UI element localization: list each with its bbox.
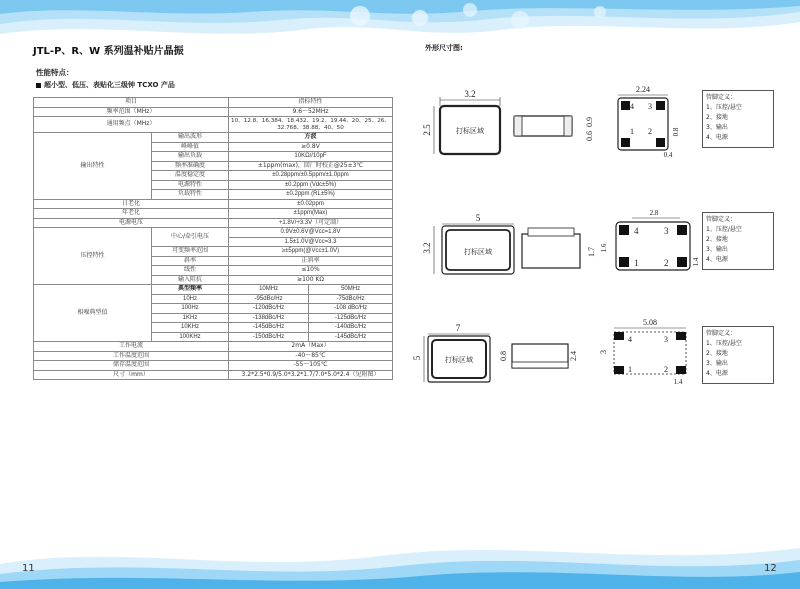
supply-voltage-value: +1.8V/+3.3V（可定制）: [229, 218, 393, 228]
phase-noise-header: 典型频率: [152, 285, 229, 295]
top-wave-decoration: [0, 0, 800, 48]
pin-number: 2: [664, 258, 669, 268]
output-row-label: 频率准确度: [152, 161, 229, 171]
phase-noise-header: 50MHz: [309, 285, 393, 295]
output-row-label: 电源特性: [152, 180, 229, 190]
work-current-value: 2mA（Max）: [229, 342, 393, 352]
pressure-row-label: 输入阻抗: [152, 275, 229, 285]
phase-noise-value: -108 dBc/Hz: [309, 304, 393, 314]
phase-noise-value: -125dBc/Hz: [309, 313, 393, 323]
pin-definition-item: 1、压控/悬空: [706, 226, 742, 233]
output-group-label: 输出特性: [34, 133, 152, 200]
phase-noise-value: -145dBc/Hz: [309, 332, 393, 342]
pkg2-height-dim: 3.2: [422, 242, 432, 254]
page-number-left: 11: [22, 563, 35, 574]
freq-range-value: 9.6～52MHz: [229, 107, 393, 117]
pin-definition-item: 2、接地: [706, 236, 728, 243]
output-row-label: 输出负载: [152, 152, 229, 162]
pin-definition-item: 1、压控/悬空: [706, 340, 742, 347]
pressure-row-value: 正斜率: [229, 256, 393, 266]
phase-noise-offset: 100KHz: [152, 332, 229, 342]
pkg2-pad-width: 2.8: [649, 209, 659, 217]
storage-temp-value: -55～105℃: [229, 361, 393, 371]
pkg3-height-dim: 5: [412, 355, 422, 361]
output-row-value: ≥0.8V: [229, 142, 393, 152]
phase-noise-value: -150dBc/Hz: [229, 332, 309, 342]
output-row-value: ±0.28ppm/±0.5ppm/±1.0ppm: [229, 171, 393, 181]
pin-number: 1: [634, 258, 639, 268]
table-row: [34, 107, 393, 117]
pkg2-thickness: 1.7: [587, 247, 596, 257]
bullet-square-icon: [36, 83, 41, 88]
output-row-value: 方波: [229, 133, 393, 143]
table-header-spec: 指标特性: [229, 98, 393, 108]
output-row-label: 输出波形: [152, 133, 229, 143]
pin-number: 4: [630, 102, 634, 111]
table-row: [34, 285, 393, 295]
pkg3-thickness: 0.8: [499, 351, 508, 361]
table-row: [34, 117, 393, 133]
annual-aging-label: 年老化: [34, 209, 229, 219]
features-heading: 性能特点：: [36, 68, 74, 77]
table-row: [34, 351, 393, 361]
pressure-row-label: 可变频率范围: [152, 247, 229, 257]
size-label: 尺寸（mm）: [34, 370, 229, 380]
storage-temp-label: 储存温度范围: [34, 361, 229, 371]
phase-noise-value: -75dBc/Hz: [309, 294, 393, 304]
table-row: [34, 342, 393, 352]
pkg1-pad-pitch: 0.9: [585, 117, 594, 127]
table-header-item: 项目: [34, 98, 229, 108]
pkg1-pad-w: 0.4: [663, 151, 673, 159]
phase-noise-offset: 100Hz: [152, 304, 229, 314]
common-freq-value: 10、12.8、16.384、18.432、19.2、19.44、20、25、26、32.768、38.88、40、50: [229, 117, 393, 133]
table-row: [34, 98, 393, 108]
pin-number: 3: [648, 102, 652, 111]
phase-noise-offset: 1KHz: [152, 313, 229, 323]
daily-aging-label: 日老化: [34, 199, 229, 209]
pin-definition-box: [702, 90, 774, 148]
feature-bullet-text: 超小型、低压、表贴化三级钟 TCXO 产品: [44, 81, 175, 89]
pin-number: 1: [628, 365, 632, 374]
left-page-title: JTL-P、R、W 系列温补贴片晶振: [33, 46, 184, 57]
phase-noise-value: -140dBc/Hz: [309, 323, 393, 333]
pin-definition-title: 管脚定义：: [706, 216, 737, 223]
pin-definition-item: 2、接地: [706, 114, 728, 121]
pressure-row-label: 线性: [152, 266, 229, 276]
pkg2-side-view: [508, 224, 598, 274]
phase-noise-group-label: 相噪典型值: [34, 285, 152, 342]
bottom-wave-decoration: [0, 534, 800, 589]
freq-range-label: 频率范围（MHz）: [34, 107, 229, 117]
pin-definition-item: 3、输出: [706, 124, 728, 131]
table-row: [34, 209, 393, 219]
table-row: [34, 199, 393, 209]
size-value: 3.2*2.5*0.9/5.0*3.2*1.7/7.0*5.0*2.4（见附图）: [229, 370, 393, 380]
pkg2-width-dim: 5: [475, 213, 481, 223]
pkg2-bottom-view: [596, 206, 706, 276]
output-row-value: ±0.2ppm (Vdc±5%): [229, 180, 393, 190]
pkg3-top-view: [410, 322, 496, 388]
right-page-title: 外形尺寸图:: [425, 44, 463, 52]
pin-definition-title: 管脚定义：: [706, 330, 737, 337]
pkg3-pad-w: 2.4: [569, 351, 578, 361]
pin-number: 4: [634, 226, 639, 236]
pin-number: 4: [628, 335, 632, 344]
pin-number: 3: [664, 226, 669, 236]
pkg2-top-view: [418, 212, 518, 282]
pkg1-height-dim: 2.5: [422, 124, 432, 136]
pkg3-pad-width: 5.08: [643, 318, 657, 327]
pressure-row-value: ≥100 KΩ: [229, 275, 393, 285]
center-voltage-value: 0.9V±0.6V@Vcc=1.8V: [229, 228, 393, 238]
pin-definition-title: 管脚定义：: [706, 94, 737, 101]
supply-voltage-label: 电源电压: [34, 218, 229, 228]
output-row-label: 温度稳定度: [152, 171, 229, 181]
phase-noise-value: -138dBc/Hz: [229, 313, 309, 323]
pkg1-top-view: [418, 88, 496, 158]
output-row-label: 峰峰值: [152, 142, 229, 152]
pkg2-pad-pitch: 1.6: [600, 243, 608, 253]
pin-definition-box: [702, 326, 774, 384]
feature-bullet: [36, 80, 175, 90]
pkg1-mark-area: 打标区域: [456, 127, 484, 135]
pkg3-pad-gap: 1.4: [673, 378, 683, 386]
pin-definition-box: [702, 212, 774, 270]
phase-noise-value: -95dBc/Hz: [229, 294, 309, 304]
phase-noise-header: 10MHz: [229, 285, 309, 295]
phase-noise-value: -120dBc/Hz: [229, 304, 309, 314]
pkg3-width-dim: 7: [455, 323, 461, 333]
phase-noise-offset: 10Hz: [152, 294, 229, 304]
table-row: [34, 361, 393, 371]
pkg1-pad-width: 2.24: [636, 85, 650, 94]
table-row: [34, 370, 393, 380]
output-row-label: 负载特性: [152, 190, 229, 200]
phase-noise-offset: 10KHz: [152, 323, 229, 333]
pkg1-pad-height-total: 0.6: [585, 131, 594, 141]
pkg3-mark-area: 打标区域: [445, 356, 473, 364]
pkg1-side-view: [512, 112, 574, 140]
pin-number: 2: [664, 365, 668, 374]
pkg2-mark-area: 打标区域: [464, 248, 492, 256]
common-freq-label: 通用频点（MHz）: [34, 117, 229, 133]
pin-definition-item: 1、压控/悬空: [706, 104, 742, 111]
pin-definition-item: 4、电源: [706, 256, 728, 263]
center-voltage-label: 中心/牵引电压: [152, 228, 229, 247]
pkg3-bottom-view: [592, 316, 702, 388]
pressure-row-value: ≤10%: [229, 266, 393, 276]
pressure-row-value: ≥±5ppm(@Vcc±1.0V): [229, 247, 393, 257]
pin-definition-item: 3、输出: [706, 246, 728, 253]
pkg1-bottom-view: [582, 84, 692, 160]
daily-aging-value: ±0.02ppm: [229, 199, 393, 209]
pkg3-pad-h: 3: [599, 350, 608, 354]
pkg1-pad-h: 0.8: [672, 127, 680, 137]
pin-definition-item: 3、输出: [706, 360, 728, 367]
table-row: [34, 228, 393, 238]
table-row: [34, 218, 393, 228]
phase-noise-value: -145dBc/Hz: [229, 323, 309, 333]
pressure-group-label: 压控特性: [34, 228, 152, 285]
pkg3-side-view: [496, 336, 580, 376]
output-row-value: ±0.2ppm (RL±5%): [229, 190, 393, 200]
work-temp-value: -40～85℃: [229, 351, 393, 361]
work-temp-label: 工作温度范围: [34, 351, 229, 361]
pressure-row-label: 斜率: [152, 256, 229, 266]
center-voltage-value: 1.5±1.0V@Vcc=3.3: [229, 237, 393, 247]
pkg2-pad-w: 1.4: [692, 257, 700, 267]
spec-table: [33, 97, 393, 380]
table-row: [34, 133, 393, 143]
annual-aging-value: ±1ppm(Max): [229, 209, 393, 219]
work-current-label: 工作电流: [34, 342, 229, 352]
pin-number: 2: [648, 127, 652, 136]
output-row-value: ±1ppm(max)，回厂时校正@25±3℃: [229, 161, 393, 171]
pkg1-width-dim: 3.2: [464, 89, 476, 99]
pin-number: 1: [630, 127, 634, 136]
page-number-right: 12: [764, 563, 777, 574]
pin-definition-item: 2、接地: [706, 350, 728, 357]
pin-definition-item: 4、电源: [706, 370, 728, 377]
pin-definition-item: 4、电源: [706, 134, 728, 141]
pin-number: 3: [664, 335, 668, 344]
output-row-value: 10KΩ//10pF: [229, 152, 393, 162]
